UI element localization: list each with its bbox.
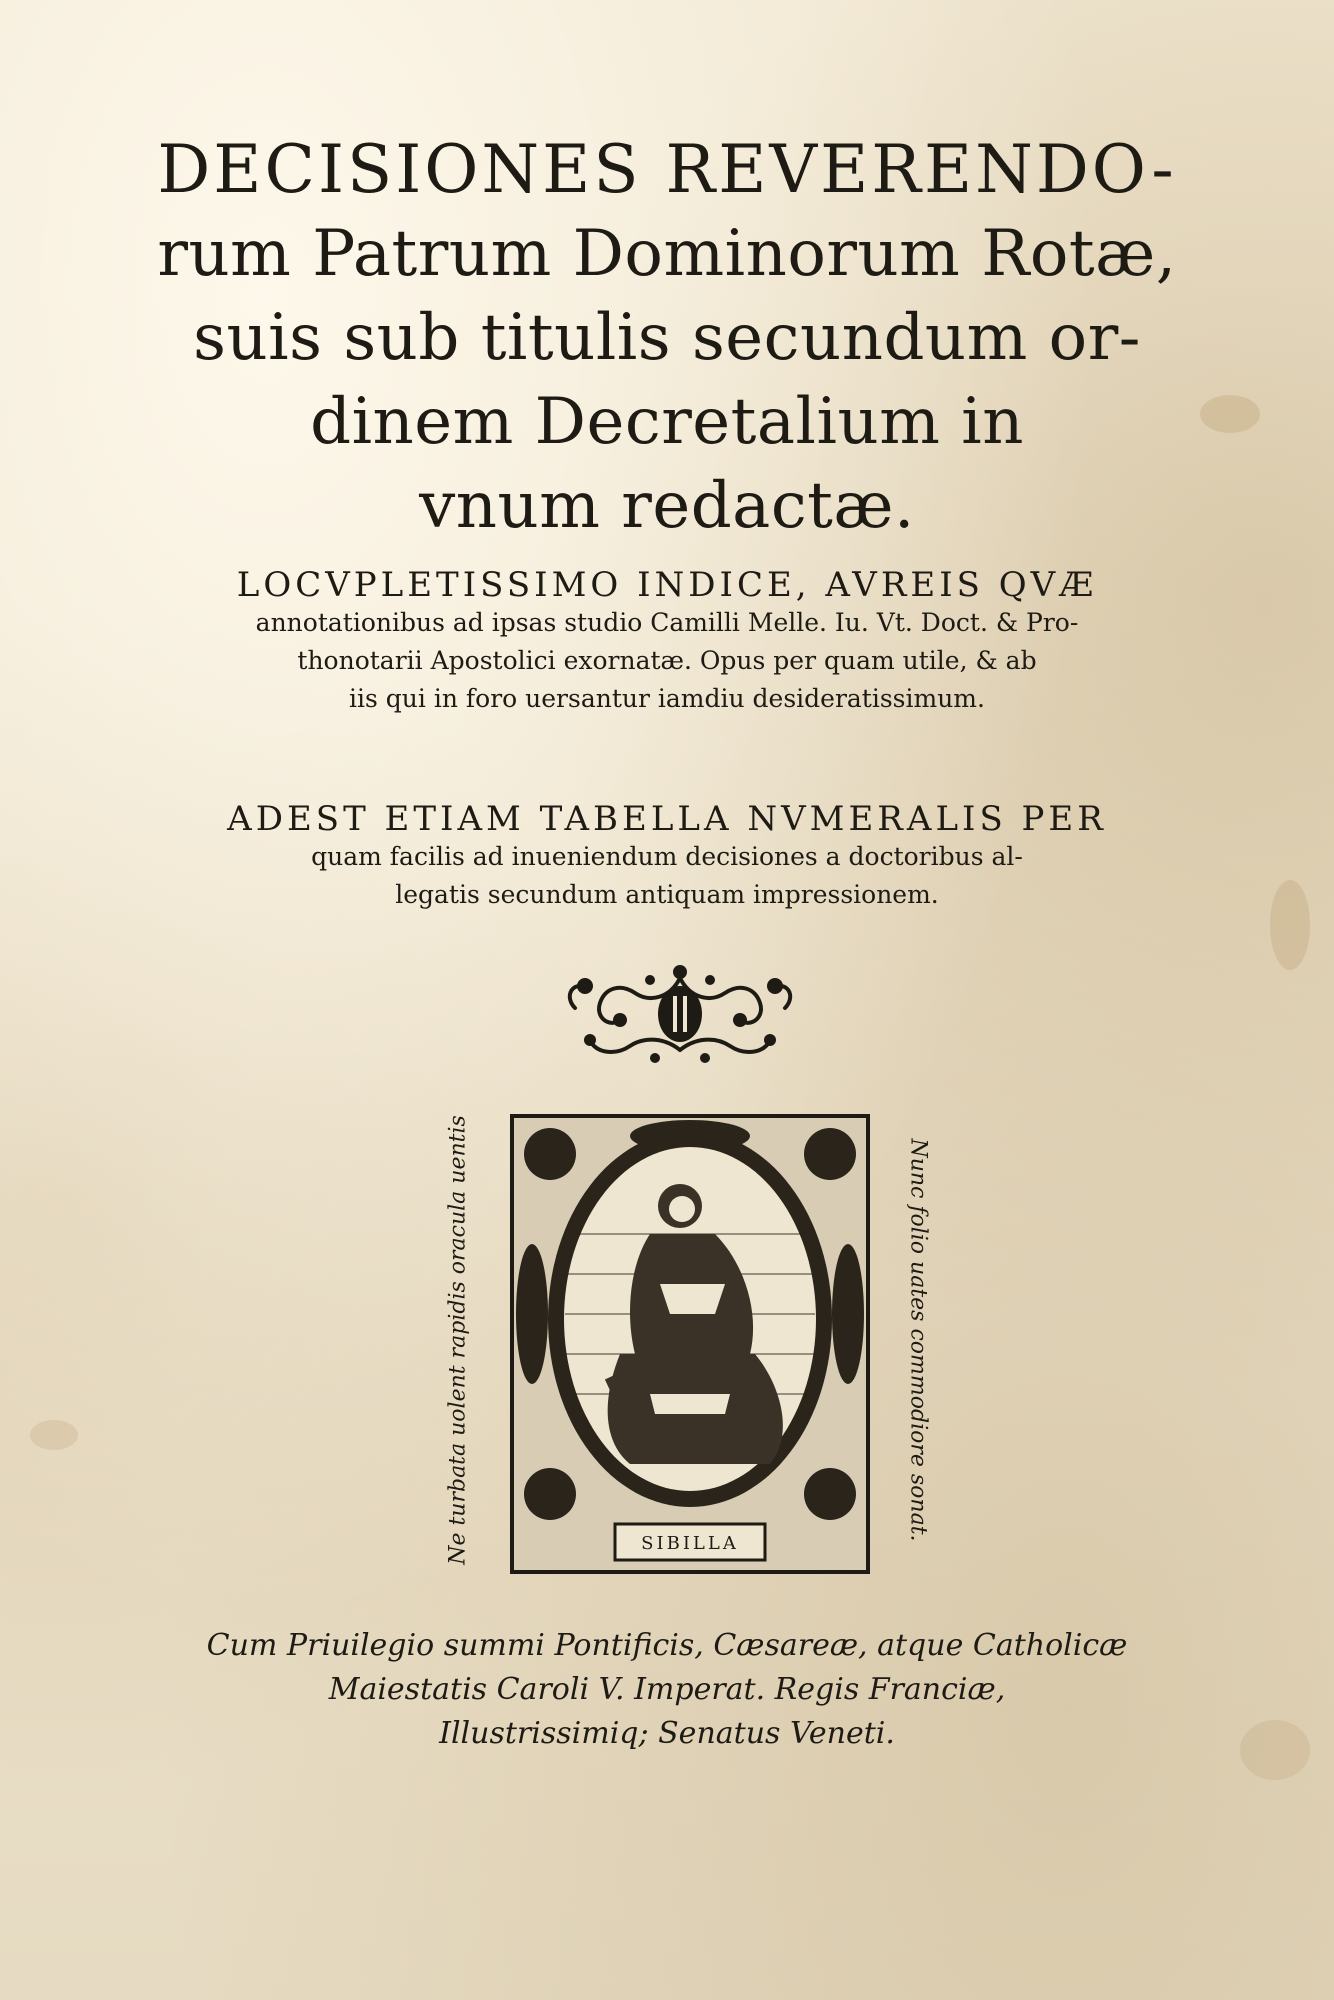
- left-motto: Ne turbata uolent rapidis oracula uentis: [445, 1115, 471, 1565]
- addendum-line: legatis secundum antiquam impressionem.: [395, 880, 939, 909]
- description-line: annotationibus ad ipsas studio Camilli Melle. Iu. Vt. Doct. & Pro-: [255, 608, 1079, 637]
- title-line: vnum redactæ.: [419, 469, 915, 543]
- description-line: iis qui in foro uersantur iamdiu desideratissimum.: [349, 684, 985, 713]
- title-line: rum Patrum Dominorum Rotæ,: [157, 217, 1177, 291]
- privilege-line: Cum Priuilegio summi Pontificis, Cæsareæ, atque Catholicæ: [206, 1628, 1128, 1663]
- privilege-statement: [0, 1624, 1334, 1756]
- privilege-line: Maiestatis Caroli V. Imperat. Regis Franciæ,: [328, 1672, 1006, 1707]
- sibyl-woodcut-image: [510, 1114, 870, 1574]
- paper-stain: [30, 1420, 78, 1450]
- addendum-lead: ADEST ETIAM TABELLA NVMERALIS PER: [227, 799, 1107, 839]
- privilege-line: Illustrissimiq; Senatus Veneti.: [439, 1716, 895, 1751]
- description-line: thonotarii Apostolici exornatæ. Opus per quam utile, & ab: [297, 646, 1037, 675]
- book-title: [0, 128, 1334, 548]
- title-line: dinem Decretalium in: [310, 385, 1024, 459]
- addendum-line: quam facilis ad inueniendum decisiones a doctoribus al-: [311, 842, 1023, 871]
- woodcut-caption: SIBILLA: [641, 1533, 739, 1554]
- title-line: DECISIONES REVERENDO-: [157, 131, 1177, 208]
- title-line: suis sub titulis secundum or-: [193, 301, 1141, 375]
- description-lead: LOCVPLETISSIMO INDICE, AVREIS QVÆ: [236, 565, 1098, 605]
- fleuron-ornament-icon: [555, 958, 805, 1070]
- addendum-paragraph: [0, 800, 1334, 914]
- description-paragraph: [0, 566, 1334, 718]
- right-motto: Nunc folio uates commodiore sonat.: [905, 1138, 931, 1542]
